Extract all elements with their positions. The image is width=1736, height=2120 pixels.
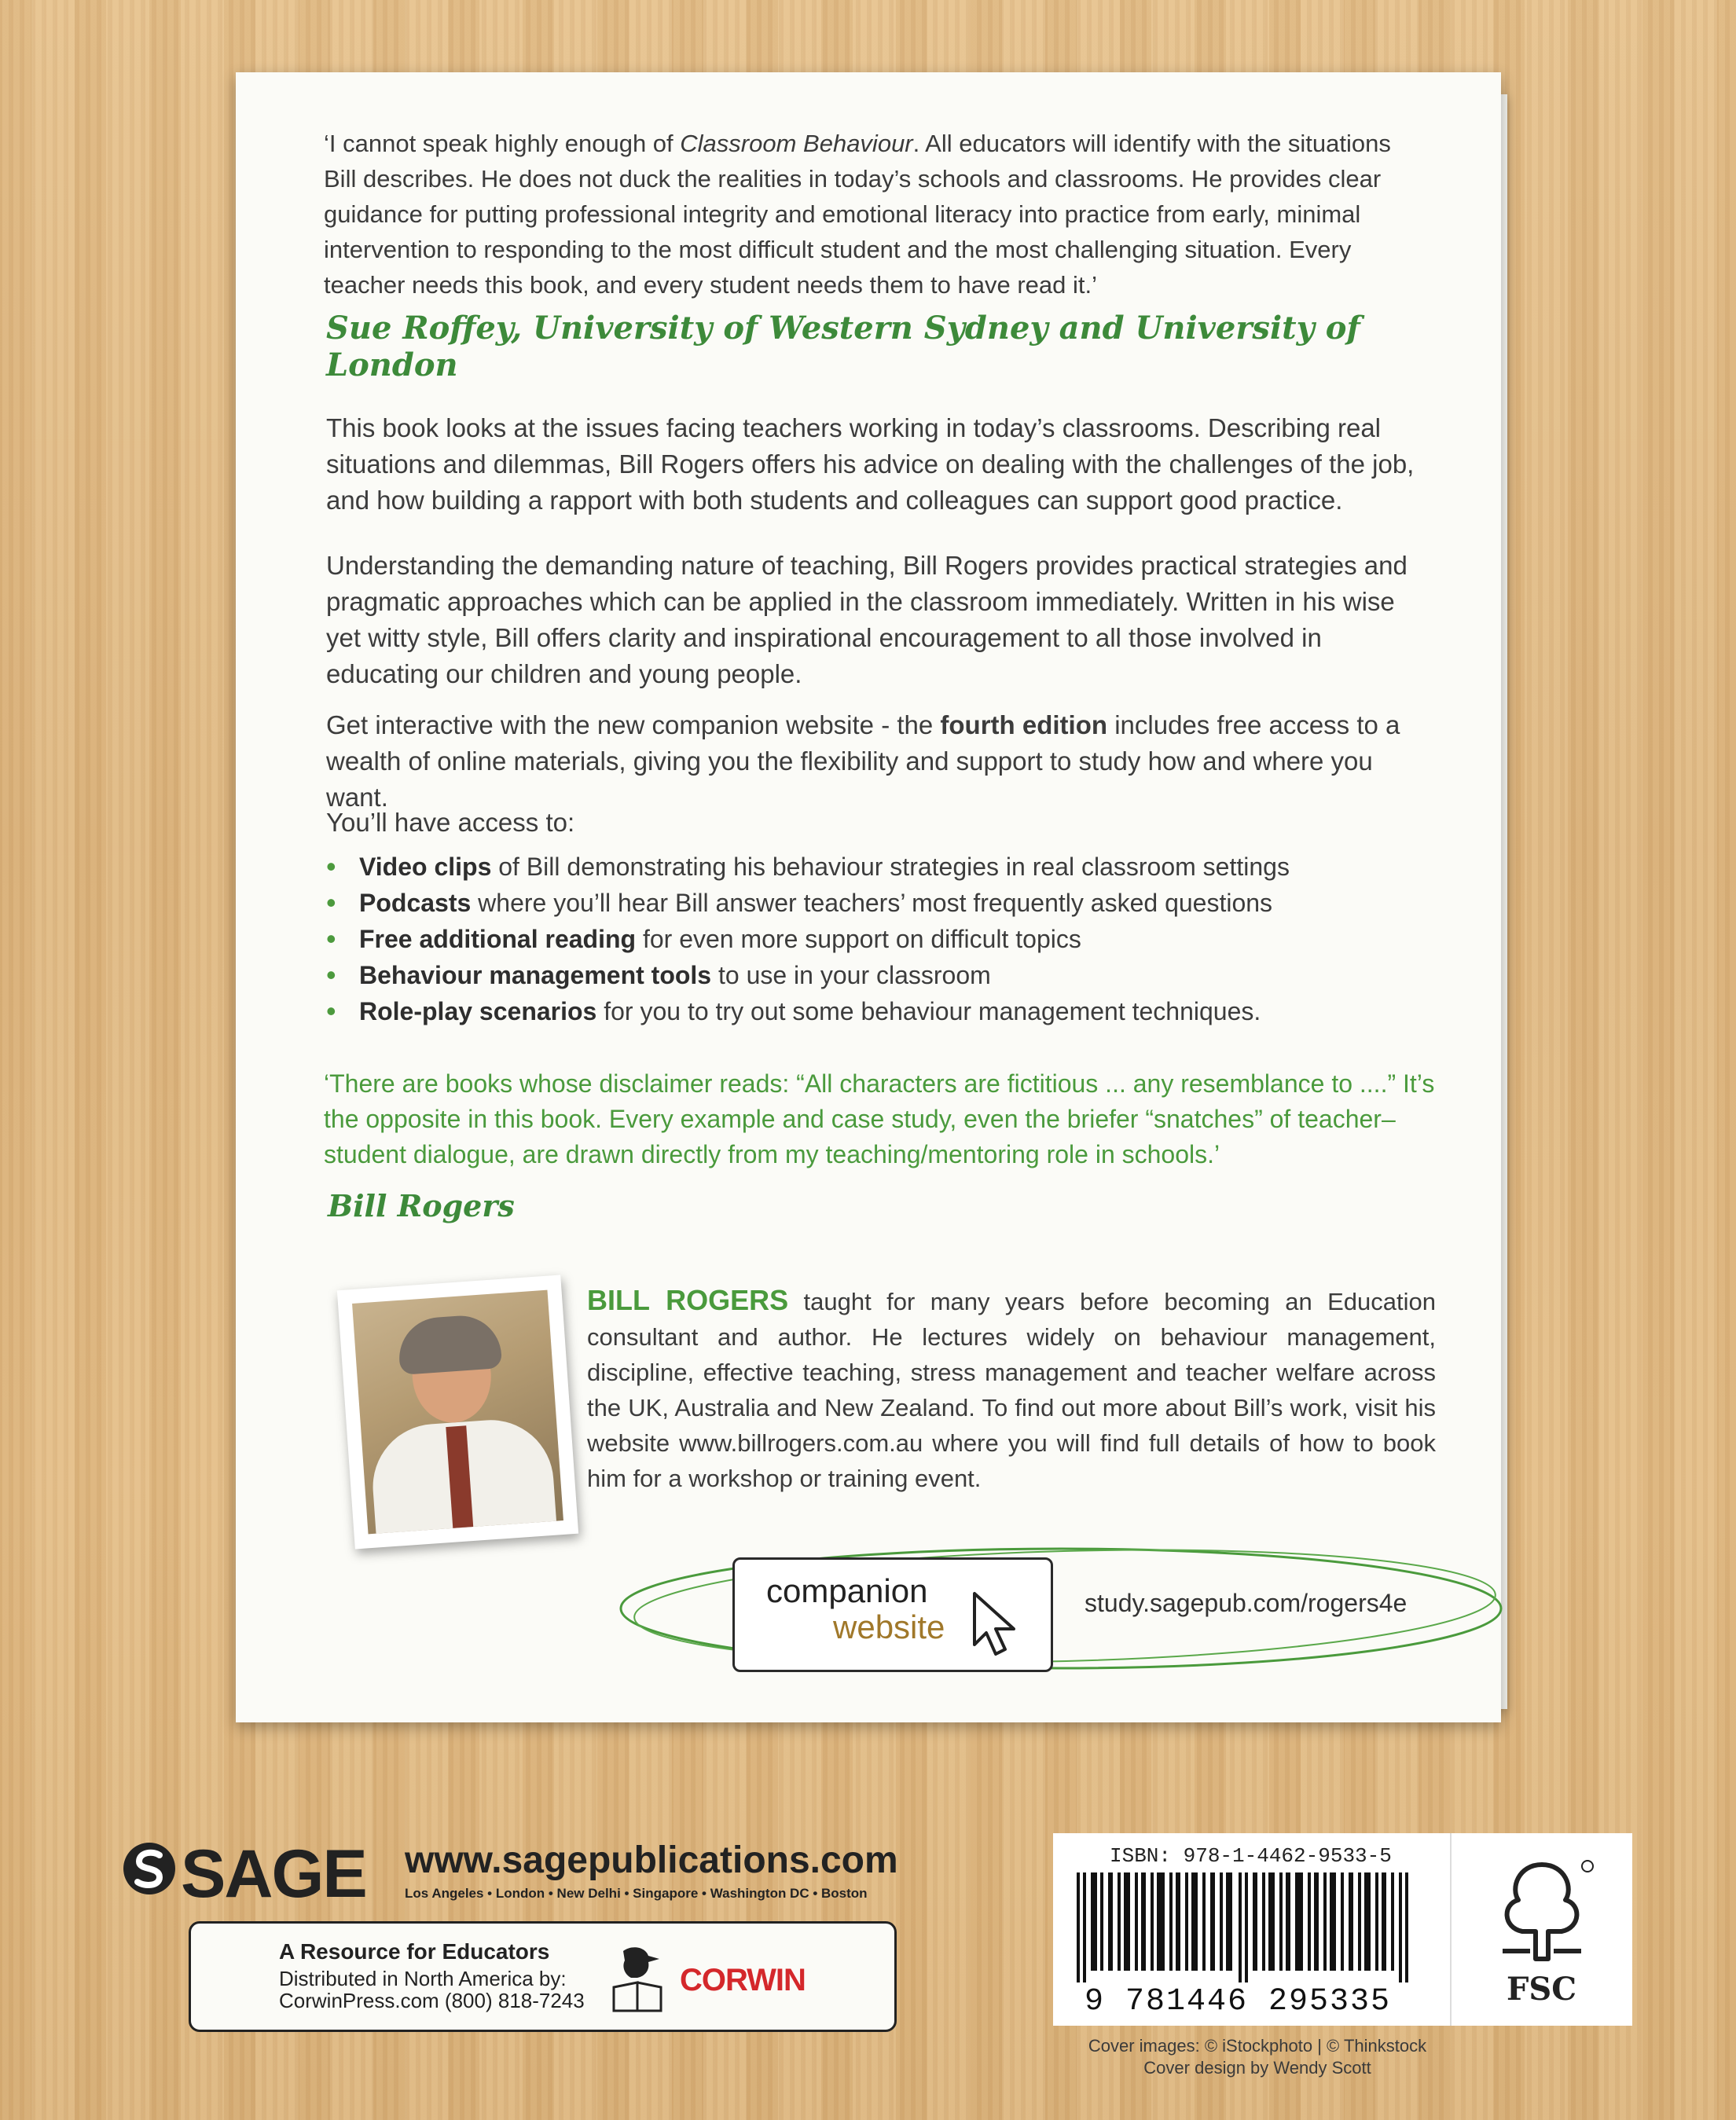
endorsement-quote: ‘I cannot speak highly enough of Classroom Behaviour. All educators will identify with the situations Bill describes. He does not duck the realities in today’s schools and classrooms. He provides clear guidance for putting professional integrity and emotional literacy into practice from early, minimal intervention to responding to the most difficult student and the most challenging situation. Every teacher needs this book, and every student needs them to have read it.’ [324,130,1391,299]
endorsement-attribution: Sue Roffey, University of Western Sydney and University of London [326,310,1360,383]
publisher-cities: Los Angeles • London • New Delhi • Singapore • Washington DC • Boston [405,1886,868,1901]
resource-title: A Resource for Educators [279,1939,550,1964]
author-bio: BILL ROGERS taught for many years before becoming an Education consultant and author. He lectures widely on behaviour management, discipline, effective teaching, stress management and teacher welfare across the UK, Australia and New Zealand. To find out more about Bill’s work, visit his website www.billrogers.com.au where you will find full details of how to book him for a workshop or training event. [587,1284,1436,1492]
description-paragraph-3: Get interactive with the new companion website - the fourth edition includes free access to a wealth of online materials, giving you the flexibility and support to study how and where you want. [326,710,1400,812]
back-cover-panel [236,72,1501,1722]
resource-box [189,1921,897,2032]
description-paragraph-1: This book looks at the issues facing teachers working in today’s classrooms. Describing real situations and dilemmas, Bill Rogers offers his advice on dealing with the challenges of the job, and how building a rapport with both students and colleagues can support good practice. [326,413,1415,515]
feature-item: • Video clips of Bill demonstrating his behaviour strategies in real classroom settings [326,849,1426,885]
fsc-certification [1450,1833,1632,2026]
author-name: BILL ROGERS [587,1284,789,1316]
sage-wordmark: SAGE [181,1836,366,1912]
publisher-url[interactable]: www.sagepublications.com [405,1839,898,1881]
isbn-number: 9 781446 295335 [1085,1984,1392,2019]
access-intro: You’ll have access to: [326,808,575,837]
isbn-barcode [1053,1833,1454,2026]
companion-website-url[interactable]: study.sagepub.com/rogers4e [1085,1589,1408,1617]
companion-website-badge[interactable]: companion website [732,1557,1053,1672]
description-paragraph-2: Understanding the demanding nature of teaching, Bill Rogers provides practical strategies and pragmatic approaches which can be applied in the classroom immediately. Written in his wise yet witty style, Bill offers clarity and inspirational encouragement to all those involved in educating our children and young people. [326,551,1408,688]
feature-item: • Behaviour management tools to use in your classroom [326,957,1426,993]
isbn-label: ISBN: 978-1-4462-9533-5 [1110,1844,1392,1868]
corwin-logo: CORWIN [680,1963,806,1997]
feature-list [326,849,1426,1029]
sage-logo-icon [122,1841,177,1896]
book-title: Classroom Behaviour [680,130,913,157]
author-photo [337,1275,578,1549]
feature-item: • Free additional reading for even more support on difficult topics [326,921,1426,957]
author-quote-attribution: Bill Rogers [328,1188,515,1223]
fsc-label: FSC [1507,1971,1577,2008]
cover-credits: Cover images: © iStockphoto | © Thinkstock Cover design by Wendy Scott [1088,2036,1427,2078]
resource-distribution: Distributed in North America by: CorwinPress.com (800) 818-7243 [279,1967,585,2012]
corwin-raven-book-icon [607,1943,670,2014]
barcode-bars [1069,1872,1438,1982]
author-quote: ‘There are books whose disclaimer reads: “All characters are fictitious ... any resemblance to ....” It’s the opposite in this book. Every example and case study, even the briefer “snatches” of teacher–student dialogue, are drawn directly from my teaching/mentoring role in schools.’ [324,1069,1435,1168]
fsc-tree-icon [1487,1857,1597,1967]
feature-item: • Role-play scenarios for you to try out some behaviour management techniques. [326,993,1426,1029]
feature-item: • Podcasts where you’ll hear Bill answer teachers’ most frequently asked questions [326,885,1426,921]
cursor-arrow-icon [971,1590,1026,1660]
